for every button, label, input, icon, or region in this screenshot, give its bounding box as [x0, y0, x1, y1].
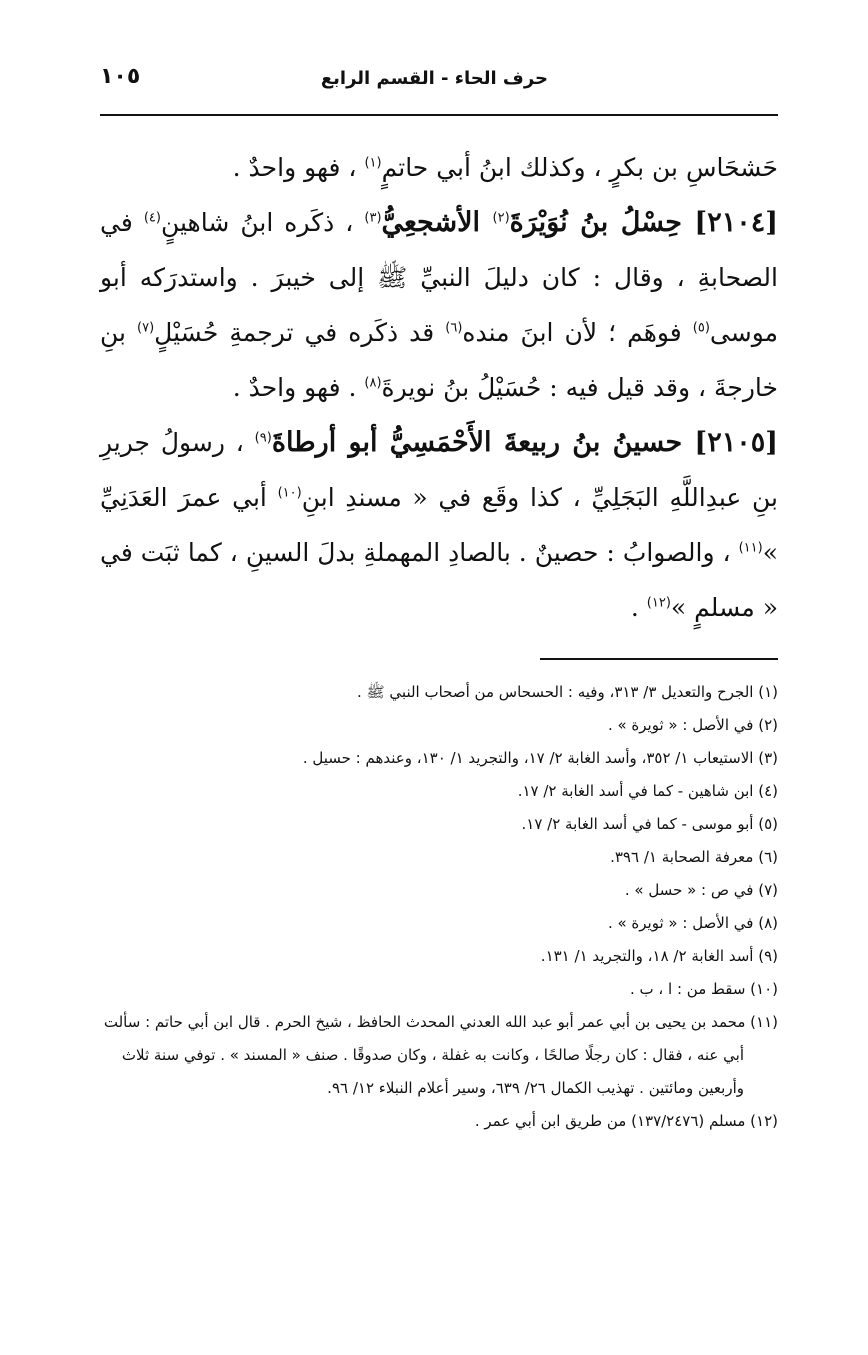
footnote: (١١) محمد بن يحيى بن أبي عمر أبو عبد الله العدني المحدث الحافظ ، شيخ الحرم . قال ابن أبي حاتم : سألت أبي عنه ، فقال : كان رجلًا صالحًا ، وكانت به غفلة ، وكان صدوقًا . صنف « المسند » . توفي سنة ثلاث وأربعين ومائتين . تهذيب الكمال ٢٦/ ٦٣٩، وسير أعلام النبلاء ١٢/ ٩٦.	[103, 1013, 778, 1097]
note-ref[interactable]: (١٢)	[646, 595, 671, 611]
page-number: ١٠٥	[100, 64, 141, 89]
footnote: (٨) في الأصل : « ثويرة » .	[607, 914, 778, 932]
footnote: (٥) أبو موسى - كما في أسد الغابة ٢/ ١٧.	[521, 815, 778, 833]
entry-heading: [٢١٠٥] حسينُ بنُ ربيعةَ الأَحْمَسِيُّ أبو أرطاةَ	[271, 427, 778, 458]
header-rule	[100, 114, 778, 116]
page-header	[100, 62, 778, 102]
entry-2105: [٢١٠٥] حسينُ بنُ ربيعةَ الأَحْمَسِيُّ أبو أرطاةَ$^{(٩)}$ ، رسولُ جريرِ بنِ عبدِاللَّهِ البَجَلِيِّ ، كذا وقَع في « مسندِ ابنِ$^{(١٠)}$ أبي عمرَ العَدَنِيِّ »$^{(١١)}$ ، والصوابُ : حصينٌ . بالصادِ المهملةِ بدلَ السينِ ، كما ثبَت في « مسلمٍ »$^{(١٢)}$ .	[100, 427, 778, 622]
footnote: (٧) في ص : « حسل » .	[624, 881, 778, 899]
note-ref[interactable]: (٤)	[143, 210, 161, 226]
note-ref[interactable]: (٩)	[254, 430, 272, 446]
running-head: حرف الحاء - القسم الرابع	[320, 68, 548, 89]
footnote: (١) الجرح والتعديل ٣/ ٣١٣، وفيه : الحسحاس من أصحاب النبي ﷺ .	[357, 683, 778, 701]
note-ref[interactable]: (٥)	[692, 320, 710, 336]
footnote: (٤) ابن شاهين - كما في أسد الغابة ٢/ ١٧.	[517, 782, 778, 800]
footnote: (٢) في الأصل : « ثويرة » .	[607, 716, 778, 734]
footnote: (١٢) مسلم (١٣٧/٢٤٧٦) من طريق ابن أبي عمر .	[474, 1112, 778, 1130]
note-ref[interactable]: (١)	[364, 155, 382, 171]
note-ref[interactable]: (١١)	[738, 540, 763, 556]
footnote-rule	[540, 658, 778, 660]
note-ref[interactable]: (٨)	[364, 375, 382, 391]
main-text	[100, 140, 778, 635]
footnote: (٣) الاستيعاب ١/ ٣٥٢، وأسد الغابة ٢/ ١٧، والتجريد ١/ ١٣٠، وعندهم : حسيل .	[302, 749, 778, 767]
note-ref[interactable]: (٦)	[445, 320, 463, 336]
note-ref[interactable]: (١٠)	[277, 485, 302, 501]
entry-heading: [٢١٠٤] حِسْلُ بنُ نُوَيْرَةَ	[509, 207, 778, 238]
entry-2104: [٢١٠٤] حِسْلُ بنُ نُوَيْرَةَ$^{(٢)}$ الأشجعِيُّ$^{(٣)}$ ، ذكَره ابنُ شاهينٍ$^{(٤)}$ في الصحابةِ ، وقال : كان دليلَ النبيِّ ﷺ إلى خيبرَ . واستدرَكه أبو موسى$^{(٥)}$ فوهَم ؛ لأن ابنَ منده$^{(٦)}$ قد ذكَره في ترجمةِ حُسَيْلٍ$^{(٧)}$ بنِ خارجةَ ، وقد قيل فيه : حُسَيْلُ بنُ نويرةَ$^{(٨)}$ . فهو واحدٌ .	[100, 207, 778, 402]
footnote: (٦) معرفة الصحابة ١/ ٣٩٦.	[610, 848, 778, 866]
footnotes	[90, 676, 778, 1138]
footnote: (٩) أسد الغابة ٢/ ١٨، والتجريد ١/ ١٣١.	[540, 947, 778, 965]
note-ref[interactable]: (٣)	[364, 210, 382, 226]
entry-heading-nisba: الأشجعِيُّ	[381, 207, 493, 238]
note-ref[interactable]: (٧)	[137, 320, 155, 336]
footnote: (١٠) سقط من : ا ، ب .	[629, 980, 778, 998]
paragraph-continuation: حَشحَاسِ بن بكرٍ ، وكذلك ابنُ أبي حاتمٍ$^{(١)}$ ، فهو واحدٌ .	[232, 153, 778, 182]
note-ref[interactable]: (٢)	[492, 210, 510, 226]
